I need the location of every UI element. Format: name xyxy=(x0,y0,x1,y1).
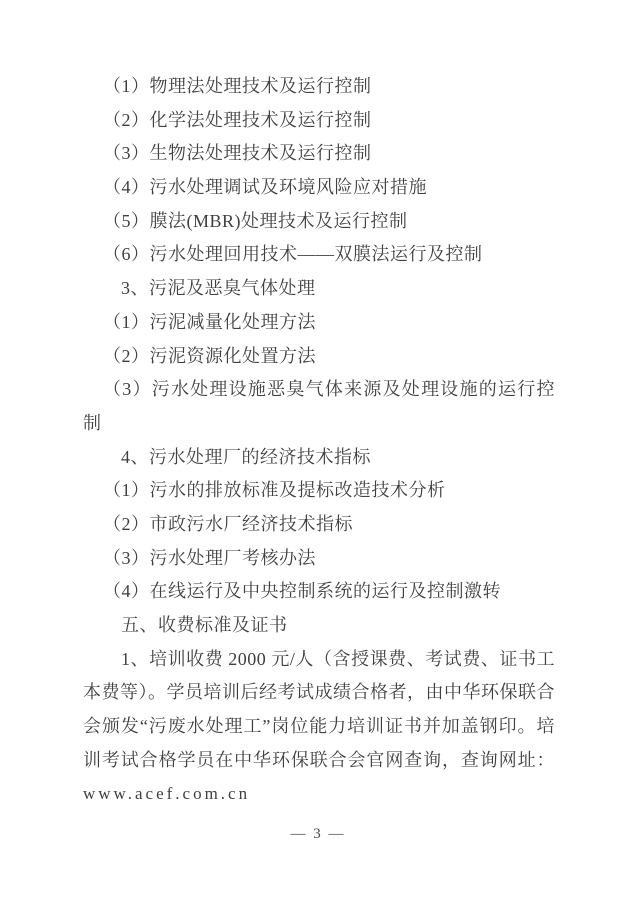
text-line: （2）市政污水厂经济技术指标 xyxy=(103,513,353,534)
text-line: （3）污水处理设施恶臭气体来源及处理设施的运行控 xyxy=(103,379,555,400)
page-number: — 3 — xyxy=(290,826,346,842)
text-line: （2）化学法处理技术及运行控制 xyxy=(103,109,372,130)
text-line: 会颁发“污废水处理工”岗位能力培训证书并加盖钢印。培 xyxy=(83,716,555,737)
text-line: 训考试合格学员在中华环保联合会官网查询，查询网址： xyxy=(83,749,555,770)
text-line: 制 xyxy=(83,412,102,433)
text-line: 3、污泥及恶臭气体处理 xyxy=(121,278,316,299)
text-line: （4）污水处理调试及环境风险应对措施 xyxy=(103,177,427,198)
text-line: （1）污泥减量化处理方法 xyxy=(103,311,316,332)
text-line: 五、收费标准及证书 xyxy=(121,615,288,635)
text-line: 本费等）。学员培训后经考试成绩合格者，由中华环保联合 xyxy=(83,682,555,703)
text-line: （1）物理法处理技术及运行控制 xyxy=(103,76,372,96)
text-line: （3）污水处理厂考核办法 xyxy=(103,547,316,568)
text-line: （3）生物法处理技术及运行控制 xyxy=(103,143,372,164)
text-line: 4、污水处理厂的经济技术指标 xyxy=(121,446,371,467)
document-lines xyxy=(83,70,555,811)
text-line: （5）膜法(MBR)处理技术及运行控制 xyxy=(103,210,408,231)
text-line: （4）在线运行及中央控制系统的运行及控制激转 xyxy=(103,581,501,602)
text-line: 1、培训收费 2000 元/人（含授课费、考试费、证书工 xyxy=(121,648,555,669)
text-line: （1）污水的排放标准及提标改造技术分析 xyxy=(103,480,446,501)
text-line: www.acef.com.cn xyxy=(83,784,251,804)
text-line: （6）污水处理回用技术——双膜法运行及控制 xyxy=(103,244,483,265)
text-line: （2）污泥资源化处置方法 xyxy=(103,345,316,366)
